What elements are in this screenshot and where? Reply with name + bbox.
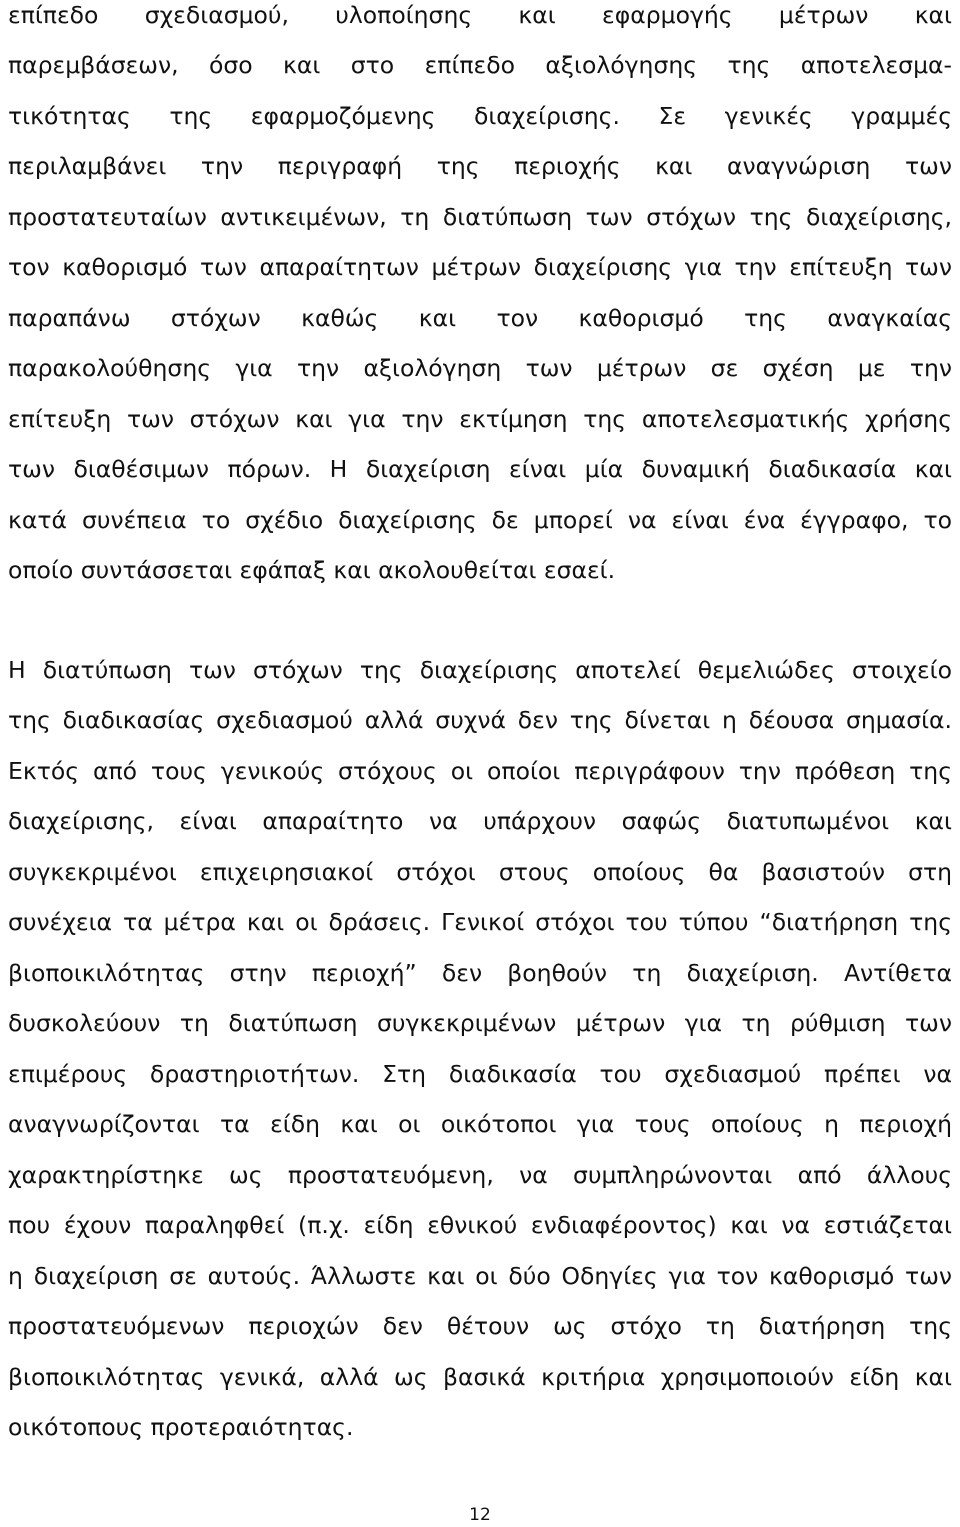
- paragraph-line: Η διατύπωση των στόχων της διαχείρισης αποτελεί θεμελιώδες στοιχείο: [8, 656, 952, 684]
- paragraph-line: που έχουν παραληφθεί (π.χ. είδη εθνικού ενδιαφέροντος) και να εστιάζεται: [8, 1211, 952, 1239]
- paragraph-line: παραπάνω στόχων καθώς και τον καθορισμό της αναγκαίας: [8, 304, 952, 332]
- paragraph-line: τον καθορισμό των απαραίτητων μέτρων διαχείρισης για την επίτευξη των: [8, 253, 952, 281]
- paragraph-line: βιοποικιλότητας γενικά, αλλά ως βασικά κριτήρια χρησιμοποιούν είδη και: [8, 1363, 952, 1391]
- paragraph-line: κατά συνέπεια το σχέδιο διαχείρισης δε μπορεί να είναι ένα έγγραφο, το: [8, 506, 952, 534]
- paragraph-line: δυσκολεύουν τη διατύπωση συγκεκριμένων μέτρων για τη ρύθμιση των: [8, 1009, 952, 1037]
- page-number: 12: [469, 1505, 491, 1525]
- paragraph-line: συνέχεια τα μέτρα και οι δράσεις. Γενικοί στόχοι του τύπου “διατήρηση της: [8, 908, 952, 936]
- paragraph-line: παρεμβάσεων, όσο και στο επίπεδο αξιολόγησης της αποτελεσμα-: [8, 51, 952, 79]
- paragraph-line: βιοποικιλότητας στην περιοχή” δεν βοηθούν τη διαχείριση. Αντίθετα: [8, 959, 952, 987]
- paragraph-line: αναγνωρίζονται τα είδη και οι οικότοποι για τους οποίους η περιοχή: [8, 1110, 952, 1138]
- paragraph-line: παρακολούθησης για την αξιολόγηση των μέτρων σε σχέση με την: [8, 354, 952, 382]
- paragraph-line: οποίο συντάσσεται εφάπαξ και ακολουθείται εσαεί.: [8, 556, 616, 584]
- paragraph-line: διαχείρισης, είναι απαραίτητο να υπάρχουν σαφώς διατυπωμένοι και: [8, 807, 952, 835]
- paragraph-line: συγκεκριμένοι επιχειρησιακοί στόχοι στους οποίους θα βασιστούν στη: [8, 858, 952, 886]
- paragraph-line: επίτευξη των στόχων και για την εκτίμηση της αποτελεσματικής χρήσης: [8, 405, 952, 433]
- paragraph-line: της διαδικασίας σχεδιασμού αλλά συχνά δεν της δίνεται η δέουσα σημασία.: [8, 706, 952, 734]
- paragraph-line: επιμέρους δραστηριοτήτων. Στη διαδικασία του σχεδιασμού πρέπει να: [8, 1060, 952, 1088]
- paragraph-line: περιλαμβάνει την περιγραφή της περιοχής και αναγνώριση των: [8, 152, 952, 180]
- paragraph-line: των διαθέσιμων πόρων. Η διαχείριση είναι μία δυναμική διαδικασία και: [8, 455, 952, 483]
- paragraph-line: Εκτός από τους γενικούς στόχους οι οποίοι περιγράφουν την πρόθεση της: [8, 757, 952, 785]
- paragraph-line: προστατευόμενων περιοχών δεν θέτουν ως στόχο τη διατήρηση της: [8, 1312, 952, 1340]
- paragraph-line: χαρακτηρίστηκε ως προστατευόμενη, να συμπληρώνονται από άλλους: [8, 1161, 952, 1189]
- paragraph-line: προστατευταίων αντικειμένων, τη διατύπωση των στόχων της διαχείρισης,: [8, 203, 952, 231]
- paragraph-line: οικότοπους προτεραιότητας.: [8, 1413, 354, 1441]
- paragraph-line: τικότητας της εφαρμοζόμενης διαχείρισης. Σε γενικές γραμμές: [8, 102, 952, 130]
- paragraph-line: η διαχείριση σε αυτούς. Άλλωστε και οι δύο Οδηγίες για τον καθορισμό των: [8, 1262, 952, 1290]
- paragraph-line: επίπεδο σχεδιασμού, υλοποίησης και εφαρμογής μέτρων και: [8, 1, 952, 29]
